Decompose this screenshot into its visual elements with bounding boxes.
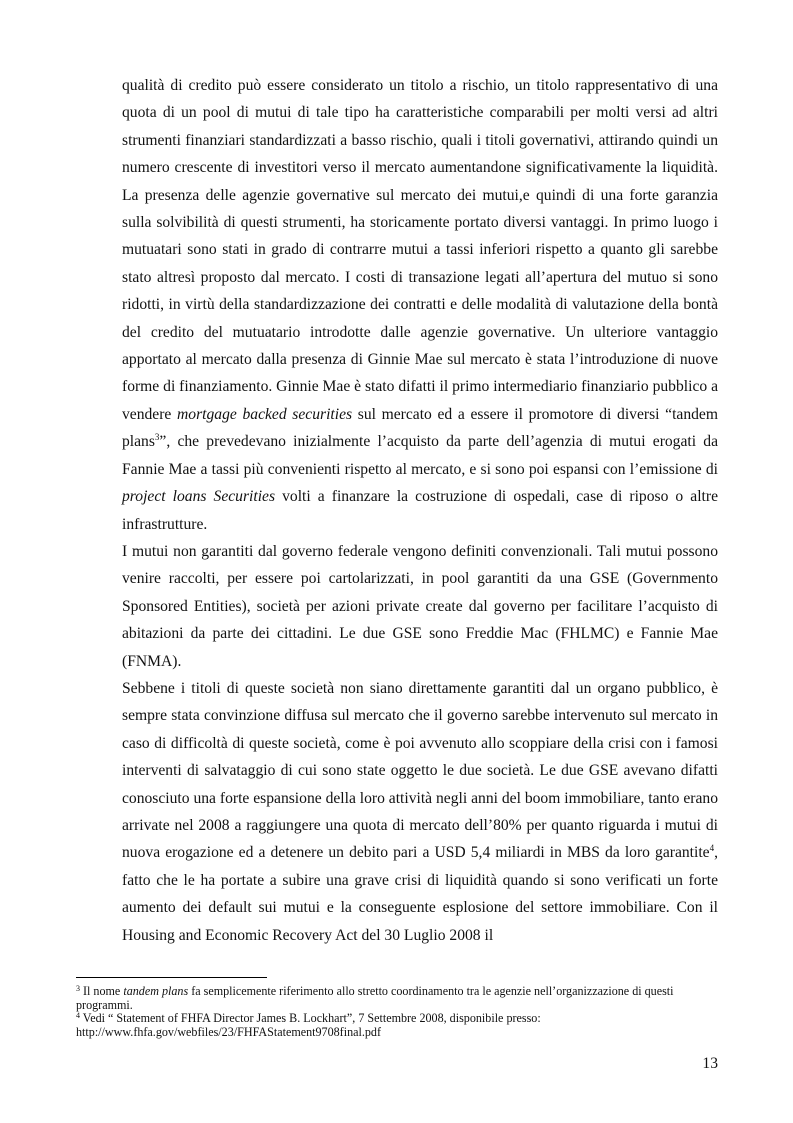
footnote-text: fa semplicemente riferimento allo stretto coordinamento tra le agenzie nell’organizzazione di questi programmi. — [76, 984, 674, 1012]
paragraph-1 — [122, 72, 718, 538]
paragraph-2: I mutui non garantiti dal governo federale vengono definiti convenzionali. Tali mutui possono venire raccolti, per essere poi cartolarizzati, in pool garantiti da una GSE (Governmento Sponsored Entities), società per azioni private create dal governo per facilitare l’acquisto di abitazioni da parte dei cittadini. Le due GSE sono Freddie Mac (FHLMC) e Fannie Mae (FNMA). — [122, 542, 718, 670]
footnote-4 — [76, 1012, 718, 1039]
footnote-3 — [76, 985, 718, 1012]
paragraph-3-text-a: Sebbene i titoli di queste società non siano direttamente garantiti dal un organo pubblico, è sempre stata convinzione diffusa sul mercato che il governo sarebbe intervenuto sul mercato in caso di difficoltà di queste società, come è poi avvenuto allo scoppiare della crisi con i famosi interventi di salvataggio di cui sono state oggetto le due società. Le due GSE avevano difatti conosciuto una forte espansione della loro attività negli anni del boom immobiliare, tanto erano arrivate nel 2008 a raggiungere una quota di mercato dell’80% per quanto riguarda i mutui di nuova erogazione ed a detenere un debito pari a USD 5,4 miliardi in MBS da loro garantite — [122, 679, 718, 862]
footnote-number: 4 — [76, 1011, 80, 1021]
italic-term-project-loans: project loans Securities — [122, 488, 276, 506]
footnote-separator — [76, 977, 267, 978]
footnotes — [76, 985, 718, 1039]
footnote-ref-4[interactable]: 4 — [709, 843, 715, 854]
footnote-number: 3 — [76, 984, 80, 993]
footnote-ref-3[interactable]: 3 — [154, 432, 160, 443]
footnote-text: Vedi “ Statement of FHFA Director James B. Lockhart”, 7 Settembre 2008, disponibile presso: — [80, 1011, 541, 1026]
paragraph-1-text-d: volti a finanzare la costruzione di ospedali, case di riposo o altre infrastrutture. — [122, 488, 719, 533]
paragraph-3 — [122, 675, 718, 949]
italic-term-mbs: mortgage backed securities — [177, 405, 353, 423]
paragraph-3-text-b: , fatto che le ha portate a subire una grave crisi di liquidità quando si sono verificati un forte aumento dei default sui mutui e la conseguente esplosione del settore immobiliare. Con il Housing and Economic Recovery Act del 30 Luglio 2008 il — [122, 844, 718, 944]
body-text — [122, 72, 718, 949]
footnote-italic-term: tandem plans — [123, 984, 189, 998]
footnote-text: Il nome — [80, 984, 124, 998]
page-number: 13 — [702, 1055, 718, 1072]
paragraph-1-text-b: sul mercato ed a essere il promotore di diversi “tandem plans — [122, 405, 718, 451]
paragraph-1-text-c: ”, che prevedevano inizialmente l’acquisto da parte dell’agenzia di mutui erogati da Fannie Mae a tassi più convenienti rispetto al mercato, e si sono poi espansi con l’emissione di — [122, 433, 718, 478]
footnote-url-link[interactable]: http://www.fhfa.gov/webfiles/23/FHFAStatement9708final.pdf — [76, 1024, 381, 1039]
paragraph-1-text-a: qualità di credito può essere considerato un titolo a rischio, un titolo rappresentativo di una quota di un pool di mutui di tale tipo ha caratteristiche comparabili per molti versi ad altri strumenti finanziari standardizzati a basso rischio, quali i titoli governativi, attirando quindi un numero crescente di investitori verso il mercato aumentandone significativamente la liquidità. La presenza delle agenzie governative sul mercato dei mutui,e quindi di una forte garanzia sulla solvibilità di questi strumenti, ha storicamente portato diversi vantaggi. In primo luogo i mutuatari sono stati in grado di contrarre mutui a tassi inferiori rispetto a quanto gli sarebbe stato altresì proposto dal mercato. I costi di transazione legati all’apertura del mutuo si sono ridotti, in virtù della standardizzazione dei contratti e delle modalità di valutazione della bontà del credito del mutuatario introdotte dalle agenzie governative. Un ulteriore vantaggio apportato al mercato dalla presenza di Ginnie Mae sul mercato è stata l’introduzione di nuove forme di finanziamento. Ginnie Mae è stato difatti il primo intermediario finanziario pubblico a vendere — [122, 77, 718, 423]
